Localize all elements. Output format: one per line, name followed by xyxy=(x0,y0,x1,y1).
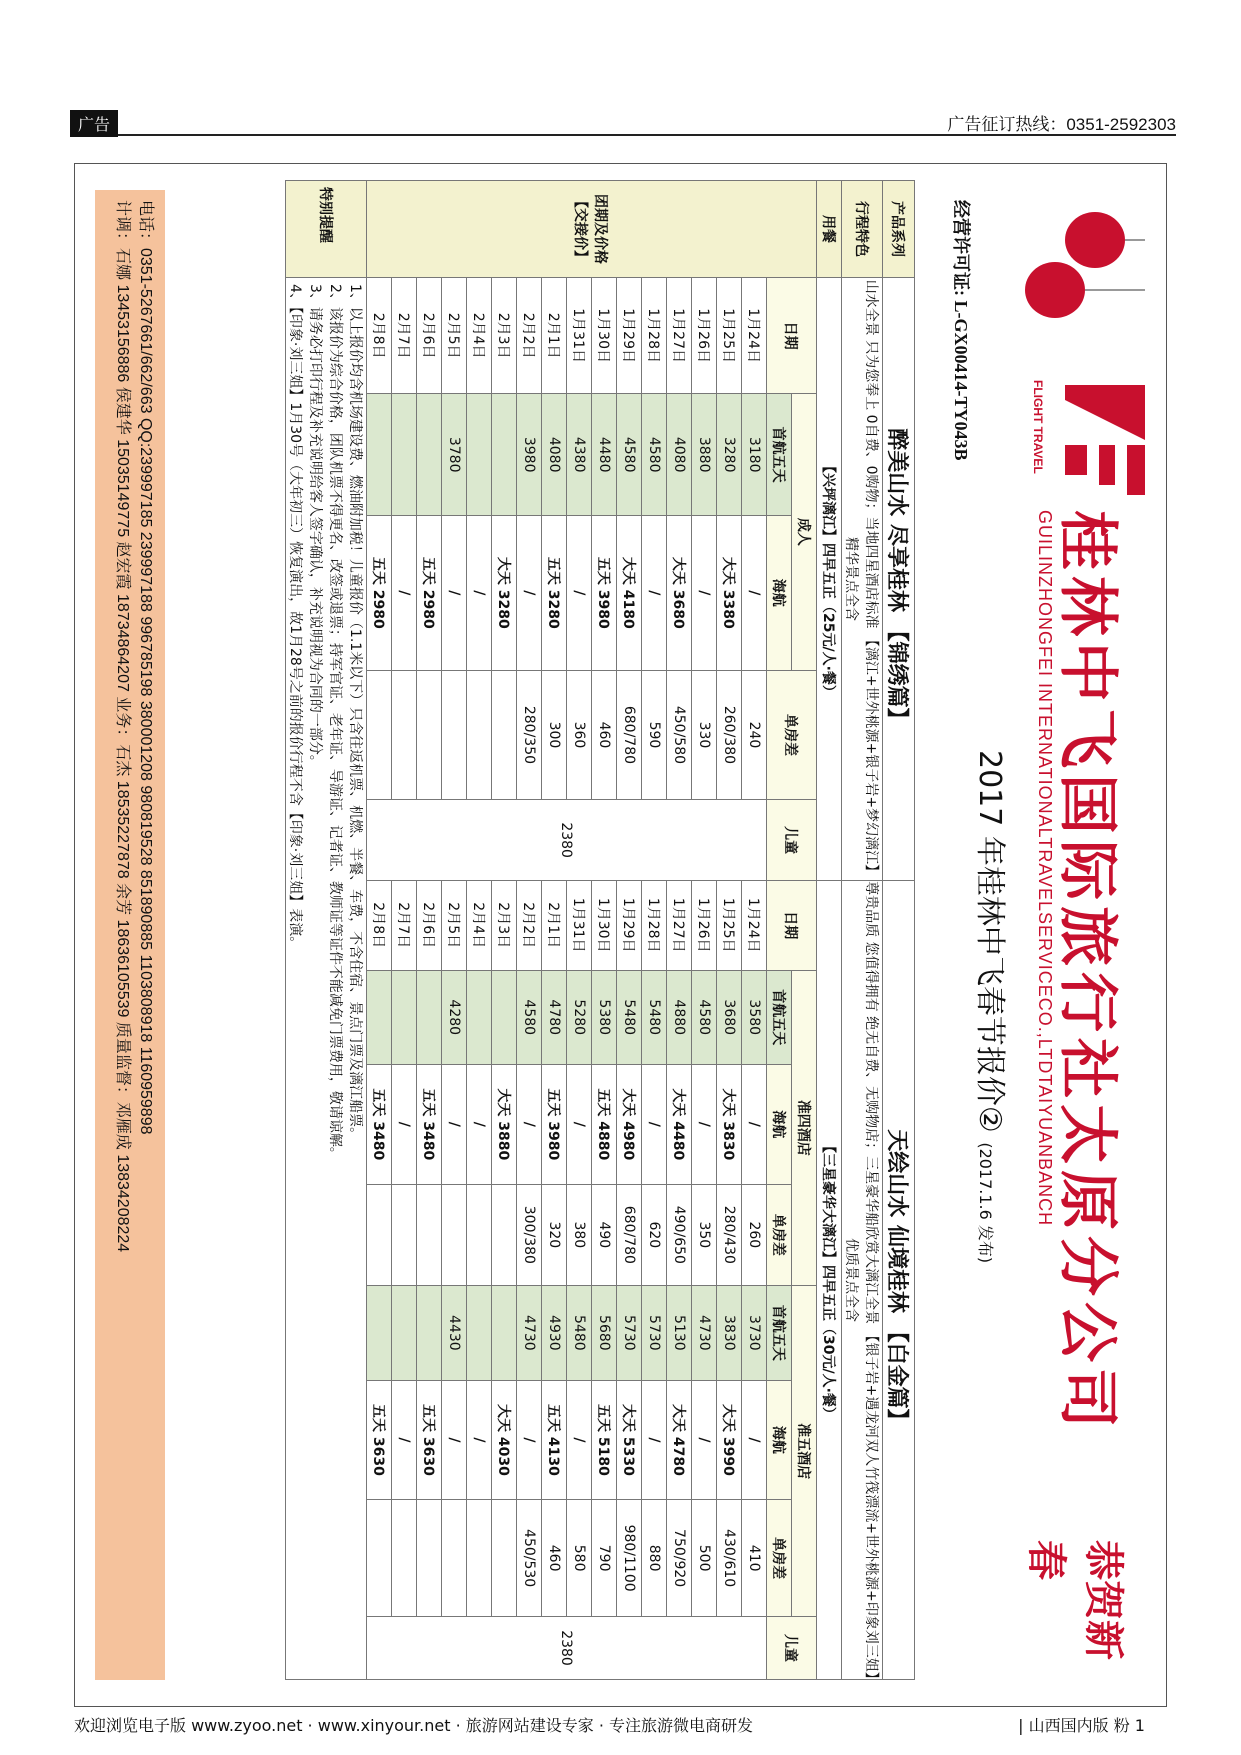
date-cell: 2月4日 xyxy=(467,278,492,394)
col-adult-1: 成人 xyxy=(792,394,817,670)
price-hainan: 大天 4180 xyxy=(617,516,642,670)
footer-right: | 山西国内版 粉 1 xyxy=(1018,1716,1145,1735)
table-row xyxy=(592,181,617,1680)
product-2-meal: 【三星豪华大漓江】四早五正（30元/人·餐） xyxy=(817,880,842,1679)
table-row xyxy=(286,181,367,1680)
price-hainan: / xyxy=(742,516,767,670)
date-cell: 2月6日 xyxy=(417,278,442,394)
brand-header xyxy=(935,190,1155,1680)
price-hainan: 五天 5180 xyxy=(592,1380,617,1500)
price-direct: 5730 xyxy=(617,1286,642,1380)
col-hainan-1: 海航 xyxy=(767,516,792,670)
price-direct: 5730 xyxy=(642,1286,667,1380)
price-hainan: / xyxy=(392,1380,417,1500)
price-direct: 4780 xyxy=(542,970,567,1064)
date-cell: 1月29日 xyxy=(617,278,642,394)
price-direct: 5680 xyxy=(592,1286,617,1380)
note-item: 2、该报价为综合价格，团队机票不得更名、改签或退票；持军官证、老年证、导游证、记者证、教师证等证件不能减免门票费用，敬请谅解。 xyxy=(327,284,343,1161)
price-direct xyxy=(492,394,517,516)
table-row xyxy=(842,181,883,1680)
price-single xyxy=(392,1500,417,1617)
col-direct-2a: 首航五天 xyxy=(767,970,792,1064)
price-hainan: / xyxy=(517,1064,542,1184)
table-row xyxy=(492,181,517,1680)
price-single: 680/780 xyxy=(617,1184,642,1286)
product-1-feature: 山水全景 只为您奉上 0自费、0购物；当地四星酒店标准 【漓江+世外桃源+银子岩+梦幻漓江】精华景点全含 xyxy=(842,278,883,881)
date-cell: 1月24日 xyxy=(742,880,767,970)
price-hainan: 大天 4030 xyxy=(492,1380,517,1500)
price-single: 280/430 xyxy=(717,1184,742,1286)
price-single: 500 xyxy=(692,1500,717,1617)
price-hainan: / xyxy=(392,1064,417,1184)
price-hainan: 五天 4880 xyxy=(592,1064,617,1184)
price-direct xyxy=(417,394,442,516)
col-single-2b: 单房差 xyxy=(767,1500,792,1617)
table-row xyxy=(417,181,442,1680)
price-direct: 4280 xyxy=(442,970,467,1064)
price-direct xyxy=(467,970,492,1064)
price-hainan: 五天 3630 xyxy=(417,1380,442,1500)
table-row xyxy=(392,181,417,1680)
date-cell: 2月5日 xyxy=(442,880,467,970)
price-direct: 3730 xyxy=(742,1286,767,1380)
date-cell: 2月8日 xyxy=(367,880,392,970)
price-single xyxy=(442,1500,467,1617)
price-single xyxy=(367,1184,392,1286)
label-notes: 特别提醒 xyxy=(286,181,367,278)
price-hainan: 大天 4480 xyxy=(667,1064,692,1184)
price-title xyxy=(971,750,1015,1263)
date-cell: 2月7日 xyxy=(392,880,417,970)
price-single: 430/610 xyxy=(717,1500,742,1617)
date-cell: 1月26日 xyxy=(692,880,717,970)
price-single: 980/1100 xyxy=(617,1500,642,1617)
price-hainan: / xyxy=(692,1380,717,1500)
flight-travel-logo-icon xyxy=(1055,380,1155,500)
price-direct xyxy=(392,1286,417,1380)
price-single: 320 xyxy=(542,1184,567,1286)
price-direct: 3580 xyxy=(742,970,767,1064)
price-single: 750/920 xyxy=(667,1500,692,1617)
price-single xyxy=(367,670,392,800)
price-direct: 3680 xyxy=(717,970,742,1064)
label-product: 产品系列 xyxy=(883,181,915,278)
child-price-1: 2380 xyxy=(367,800,767,881)
product-2-name: 天绘山水 仙境桂林 【白金篇】 xyxy=(883,880,915,1679)
price-direct: 5280 xyxy=(567,970,592,1064)
table-row xyxy=(542,181,567,1680)
contact-strip xyxy=(95,190,165,1680)
license-number: 经营许可证: L-GX00414-TY043B xyxy=(951,200,971,461)
note-item: 1、以上报价均含机场建设费、燃油附加税！儿童报价（1.1米以下）只含往返机票、机燃、半餐、车费，不含住宿、景点门票及漓江船票。 xyxy=(347,284,363,1142)
price-hainan: 五天 3480 xyxy=(367,1064,392,1184)
price-single xyxy=(492,1184,517,1286)
price-hainan: / xyxy=(642,1064,667,1184)
price-direct: 4580 xyxy=(692,970,717,1064)
price-direct: 3780 xyxy=(442,394,467,516)
price-hainan: 五天 2980 xyxy=(417,516,442,670)
date-cell: 2月1日 xyxy=(542,880,567,970)
price-single: 450/530 xyxy=(517,1500,542,1617)
note-item: 3、请务必打印行程及补充说明给客人签字确认，补充说明视为合同的一部分。 xyxy=(307,284,323,769)
price-hainan: 大天 3830 xyxy=(717,1064,742,1184)
price-direct: 4430 xyxy=(442,1286,467,1380)
price-hainan: 五天 3480 xyxy=(417,1064,442,1184)
date-cell: 2月8日 xyxy=(367,278,392,394)
table-row xyxy=(792,181,817,1680)
date-cell: 1月24日 xyxy=(742,278,767,394)
label-price: 团期及价格【交接价】 xyxy=(367,181,817,278)
price-single: 460 xyxy=(592,670,617,800)
date-cell: 2月7日 xyxy=(392,278,417,394)
table-row xyxy=(742,181,767,1680)
price-single: 300 xyxy=(542,670,567,800)
price-single: 350 xyxy=(692,1184,717,1286)
price-direct: 5480 xyxy=(617,970,642,1064)
price-direct: 5380 xyxy=(592,970,617,1064)
price-single xyxy=(467,1184,492,1286)
new-year-greeting: 恭贺新春 xyxy=(1023,1540,1126,1660)
price-direct: 3830 xyxy=(717,1286,742,1380)
table-row xyxy=(617,181,642,1680)
price-direct xyxy=(492,1286,517,1380)
price-hainan: / xyxy=(692,516,717,670)
price-hainan: / xyxy=(742,1380,767,1500)
date-cell: 1月29日 xyxy=(617,880,642,970)
table-row xyxy=(467,181,492,1680)
price-hainan: 大天 4980 xyxy=(617,1064,642,1184)
price-direct xyxy=(367,394,392,516)
date-cell: 1月27日 xyxy=(667,278,692,394)
price-direct xyxy=(392,970,417,1064)
price-single xyxy=(392,670,417,800)
date-cell: 2月4日 xyxy=(467,880,492,970)
price-single xyxy=(417,670,442,800)
company-name: 桂林中飞国际旅行社太原分公司 xyxy=(1052,510,1122,1434)
col-hotel-a: 准四酒店 xyxy=(792,970,817,1286)
price-direct xyxy=(367,1286,392,1380)
price-single: 300/380 xyxy=(517,1184,542,1286)
col-direct-2b: 首航五天 xyxy=(767,1286,792,1380)
price-hainan: / xyxy=(517,1380,542,1500)
price-direct: 4580 xyxy=(642,394,667,516)
price-direct xyxy=(467,394,492,516)
table-row xyxy=(442,181,467,1680)
col-child-2: 儿童 xyxy=(767,1617,817,1680)
price-title-text: 2017 年桂林中飞春节报价② xyxy=(972,750,1007,1133)
date-cell: 2月6日 xyxy=(417,880,442,970)
price-hainan: 五天 2980 xyxy=(367,516,392,670)
top-bar xyxy=(70,110,1176,136)
price-hainan: 大天 3880 xyxy=(492,1064,517,1184)
date-cell: 1月28日 xyxy=(642,278,667,394)
date-cell: 1月30日 xyxy=(592,880,617,970)
price-single: 410 xyxy=(742,1500,767,1617)
col-hotel-b: 准五酒店 xyxy=(792,1286,817,1617)
footer-left: 欢迎浏览电子版 www.zyoo.net · www.xinyour.net · 旅游网站建设专家 · 专注旅游微电商研发 xyxy=(74,1716,754,1735)
price-hainan: / xyxy=(442,516,467,670)
price-hainan: 五天 3980 xyxy=(542,1064,567,1184)
logo-caption: FLIGHT TRAVEL xyxy=(1031,380,1045,474)
price-hainan: / xyxy=(742,1064,767,1184)
price-single xyxy=(467,1500,492,1617)
price-single: 240 xyxy=(742,670,767,800)
date-cell: 1月31日 xyxy=(567,880,592,970)
table-row xyxy=(642,181,667,1680)
price-direct: 3880 xyxy=(692,394,717,516)
price-table xyxy=(285,180,915,1680)
price-direct: 4580 xyxy=(617,394,642,516)
price-hainan: / xyxy=(642,1380,667,1500)
contact-phones: 电话：0351-5267661/662/663 QQ:239997185 239997188 996785198 380001208 980819528 851890885 1103808918 1160959898 xyxy=(137,200,154,1135)
price-hainan: / xyxy=(467,1380,492,1500)
col-single-2a: 单房差 xyxy=(767,1184,792,1286)
date-cell: 1月25日 xyxy=(717,278,742,394)
table-row xyxy=(883,181,915,1680)
price-direct: 3180 xyxy=(742,394,767,516)
table-row xyxy=(692,181,717,1680)
col-single-1: 单房差 xyxy=(767,670,817,800)
table-row xyxy=(567,181,592,1680)
price-direct: 4480 xyxy=(592,394,617,516)
price-hainan: / xyxy=(642,516,667,670)
col-hainan-2a: 海航 xyxy=(767,1064,792,1184)
price-hainan: 大天 3380 xyxy=(717,516,742,670)
price-direct xyxy=(467,1286,492,1380)
price-single xyxy=(417,1184,442,1286)
price-direct xyxy=(367,970,392,1064)
table-row xyxy=(667,181,692,1680)
price-single: 330 xyxy=(692,670,717,800)
price-single xyxy=(492,670,517,800)
price-direct: 5480 xyxy=(642,970,667,1064)
price-hainan: 大天 4780 xyxy=(667,1380,692,1500)
price-direct: 4380 xyxy=(567,394,592,516)
price-single: 620 xyxy=(642,1184,667,1286)
price-hainan: / xyxy=(467,1064,492,1184)
price-hainan: 五天 3280 xyxy=(542,516,567,670)
col-child-1: 儿童 xyxy=(767,800,817,881)
price-direct: 4580 xyxy=(517,970,542,1064)
price-direct: 5130 xyxy=(667,1286,692,1380)
footer-bar xyxy=(74,1713,1165,1733)
price-single: 590 xyxy=(642,670,667,800)
company-name-en: GUILINZHONGFEI INTERNATIONALTRAVELSERVICECO.,LTDTAIYUANBANCH xyxy=(1035,510,1055,1227)
price-direct: 4080 xyxy=(667,394,692,516)
col-date-2: 日期 xyxy=(767,880,817,970)
price-hainan: / xyxy=(567,1064,592,1184)
label-meal: 用餐 xyxy=(817,181,842,278)
product-1-name: 醉美山水 尽享桂林 【锦绣篇】 xyxy=(883,278,915,881)
rotated-advertisement xyxy=(80,170,1155,1700)
price-single: 680/780 xyxy=(617,670,642,800)
price-hainan: 五天 4130 xyxy=(542,1380,567,1500)
contact-staff: 计调：石娜 13453156886 侯建华 15035149775 赵宏霞 18734864207 业务：石杰 18535227878 余芳 18636105539 质量监督：邓雁成 13834208224 xyxy=(114,200,131,1253)
table-row xyxy=(817,181,842,1680)
price-hainan: / xyxy=(442,1380,467,1500)
price-single xyxy=(367,1500,392,1617)
product-1-meal: 【兴坪漓江】四早五正（25元/人·餐） xyxy=(817,278,842,881)
ad-hotline: 广告征订热线：0351-2592303 xyxy=(947,115,1176,134)
price-single: 460 xyxy=(542,1500,567,1617)
label-feature: 行程特色 xyxy=(842,181,883,278)
price-single: 490/650 xyxy=(667,1184,692,1286)
date-cell: 2月3日 xyxy=(492,880,517,970)
col-hainan-2b: 海航 xyxy=(767,1380,792,1500)
price-hainan: / xyxy=(567,1380,592,1500)
date-cell: 1月27日 xyxy=(667,880,692,970)
price-hainan: / xyxy=(692,1064,717,1184)
date-cell: 2月1日 xyxy=(542,278,567,394)
date-cell: 1月31日 xyxy=(567,278,592,394)
price-hainan: 大天 3990 xyxy=(717,1380,742,1500)
price-single: 450/580 xyxy=(667,670,692,800)
price-single xyxy=(467,670,492,800)
price-hainan: / xyxy=(392,516,417,670)
price-direct: 4080 xyxy=(542,394,567,516)
price-hainan: / xyxy=(442,1064,467,1184)
price-direct: 4730 xyxy=(517,1286,542,1380)
note-item: 4、【印象·刘三姐】1月30号（大年初三）恢复演出，故1月28号之前的报价行程不含【印象·刘三姐】表演。 xyxy=(287,284,303,951)
notes-cell xyxy=(286,278,367,1680)
date-cell: 1月28日 xyxy=(642,880,667,970)
date-cell: 2月2日 xyxy=(517,880,542,970)
col-direct-1: 首航五天 xyxy=(767,394,792,516)
product-2-feature: 尊贵品质 您值得拥有 绝无自费、无购物店；三星豪华船欣赏大漓江全景 【银子岩+遇龙河双人竹筏漂流+世外桃源+印象刘三姐】优质景点全含 xyxy=(842,880,883,1679)
price-direct: 3980 xyxy=(517,394,542,516)
price-single: 280/350 xyxy=(517,670,542,800)
price-hainan: 五天 3980 xyxy=(592,516,617,670)
price-direct: 3280 xyxy=(717,394,742,516)
price-single: 790 xyxy=(592,1500,617,1617)
price-single xyxy=(492,1500,517,1617)
price-single: 360 xyxy=(567,670,592,800)
price-single xyxy=(442,1184,467,1286)
table-row xyxy=(517,181,542,1680)
price-hainan: / xyxy=(517,516,542,670)
price-single: 260/380 xyxy=(717,670,742,800)
price-hainan: / xyxy=(567,516,592,670)
date-cell: 1月25日 xyxy=(717,880,742,970)
price-single xyxy=(442,670,467,800)
price-single xyxy=(392,1184,417,1286)
table-row xyxy=(717,181,742,1680)
price-single: 880 xyxy=(642,1500,667,1617)
price-direct: 4880 xyxy=(667,970,692,1064)
ad-tag: 广告 xyxy=(70,110,118,137)
price-direct xyxy=(417,1286,442,1380)
price-hainan: 大天 5330 xyxy=(617,1380,642,1500)
price-direct xyxy=(492,970,517,1064)
price-single: 260 xyxy=(742,1184,767,1286)
date-cell: 2月2日 xyxy=(517,278,542,394)
price-single: 490 xyxy=(592,1184,617,1286)
col-date-1: 日期 xyxy=(767,278,817,394)
price-direct xyxy=(392,394,417,516)
table-row xyxy=(367,181,392,1680)
date-cell: 2月5日 xyxy=(442,278,467,394)
price-single xyxy=(417,1500,442,1617)
price-hainan: 大天 3280 xyxy=(492,516,517,670)
child-price-2: 2380 xyxy=(367,1617,767,1680)
date-cell: 1月30日 xyxy=(592,278,617,394)
price-direct xyxy=(417,970,442,1064)
date-cell: 1月26日 xyxy=(692,278,717,394)
price-direct: 4730 xyxy=(692,1286,717,1380)
price-title-date: (2017.1.6 发布) xyxy=(976,1142,995,1264)
price-single: 380 xyxy=(567,1184,592,1286)
price-direct: 5480 xyxy=(567,1286,592,1380)
lantern-icon xyxy=(1005,210,1145,330)
price-hainan: / xyxy=(467,516,492,670)
price-direct: 4930 xyxy=(542,1286,567,1380)
price-hainan: 大天 3680 xyxy=(667,516,692,670)
price-single: 580 xyxy=(567,1500,592,1617)
price-hainan: 五天 3630 xyxy=(367,1380,392,1500)
date-cell: 2月3日 xyxy=(492,278,517,394)
